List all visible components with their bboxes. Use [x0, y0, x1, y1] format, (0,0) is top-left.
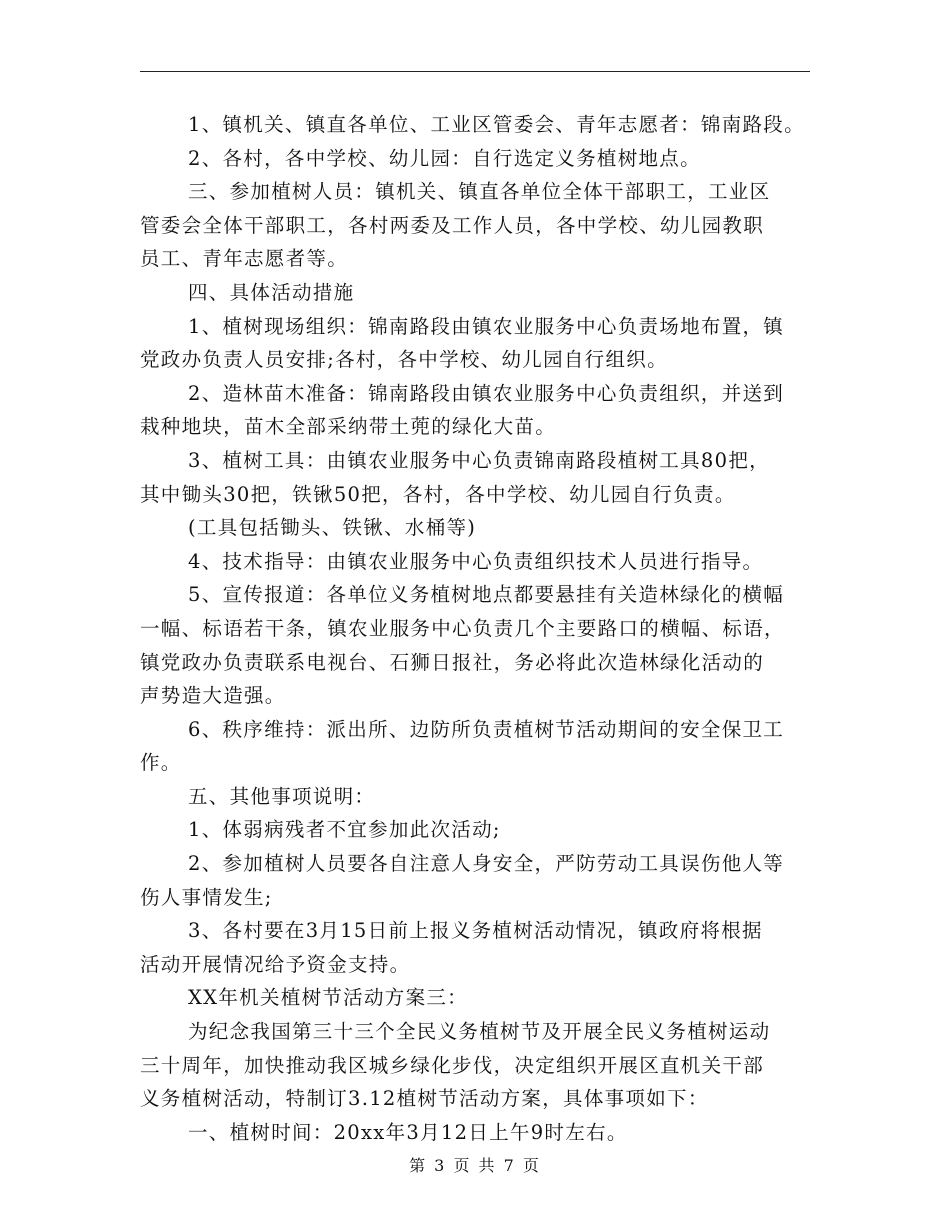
text-line: 伤人事情发生;	[140, 885, 273, 909]
text-line: 五、其他事项说明：	[188, 784, 376, 808]
text-line: 1、植树现场组织：锦南路段由镇农业服务中心负责场地布置，镇	[188, 314, 785, 338]
text-line: 为纪念我国第三十三个全民义务植树节及开展全民义务植树运动	[188, 1020, 771, 1044]
text-line: 6、秩序维持：派出所、边防所负责植树节活动期间的安全保卫工	[188, 717, 785, 741]
text-line: 管委会全体干部职工，各村两委及工作人员，各中学校、幼儿园教职	[140, 213, 765, 237]
text-line: 活动开展情况给予资金支持。	[140, 952, 411, 976]
text-line: 2、参加植树人员要各自注意人身安全，严防劳动工具误伤他人等	[188, 852, 785, 876]
page-number-footer: 第 3 页 共 7 页	[409, 1156, 541, 1175]
text-line: 4、技术指导：由镇农业服务中心负责组织技术人员进行指导。	[188, 549, 764, 573]
text-line: 员工、青年志愿者等。	[140, 247, 349, 271]
text-line: 3、植树工具：由镇农业服务中心负责锦南路段植树工具80把，	[188, 448, 770, 472]
text-line: 2、各村，各中学校、幼儿园：自行选定义务植树地点。	[188, 146, 701, 170]
text-line: 三、参加植树人员：镇机关、镇直各单位全体干部职工，工业区	[188, 180, 771, 204]
text-line: 镇党政办负责联系电视台、石狮日报社，务必将此次造林绿化活动的	[140, 650, 765, 674]
text-line: 1、体弱病残者不宜参加此次活动;	[188, 818, 501, 842]
text-line: 栽种地块，苗木全部采纳带土蔸的绿化大苗。	[140, 415, 557, 439]
document-body	[140, 108, 830, 1149]
text-line: 一、植树时间：20xx年3月12日上午9时左右。	[188, 1120, 628, 1144]
text-line: 义务植树活动，特制订3.12植树节活动方案，具体事项如下：	[140, 1087, 709, 1111]
text-line: 党政办负责人员安排;各村，各中学校、幼儿园自行组织。	[140, 348, 668, 372]
text-line: 3、各村要在3月15日前上报义务植树活动情况，镇政府将根据	[188, 919, 763, 943]
text-line: 5、宣传报道：各单位义务植树地点都要悬挂有关造林绿化的横幅	[188, 583, 785, 607]
text-line: 四、具体活动措施	[188, 280, 355, 304]
text-line: 声势造大造强。	[140, 684, 286, 708]
text-line: 2、造林苗木准备：锦南路段由镇农业服务中心负责组织，并送到	[188, 381, 785, 405]
header-rule	[140, 71, 810, 72]
text-line: (工具包括锄头、铁锹、水桶等)	[188, 516, 477, 540]
text-line: XX年机关植树节活动方案三：	[188, 986, 468, 1010]
text-line: 一幅、标语若干条，镇农业服务中心负责几个主要路口的横幅、标语，	[140, 616, 785, 640]
text-line: 1、镇机关、镇直各单位、工业区管委会、青年志愿者：锦南路段。	[188, 113, 805, 136]
text-line: 三十周年，加快推动我区城乡绿化步伐，决定组织开展区直机关干部	[140, 1053, 765, 1077]
text-line: 作。	[140, 751, 182, 775]
text-line: 其中锄头30把，铁锹50把，各村，各中学校、幼儿园自行负责。	[140, 482, 736, 506]
